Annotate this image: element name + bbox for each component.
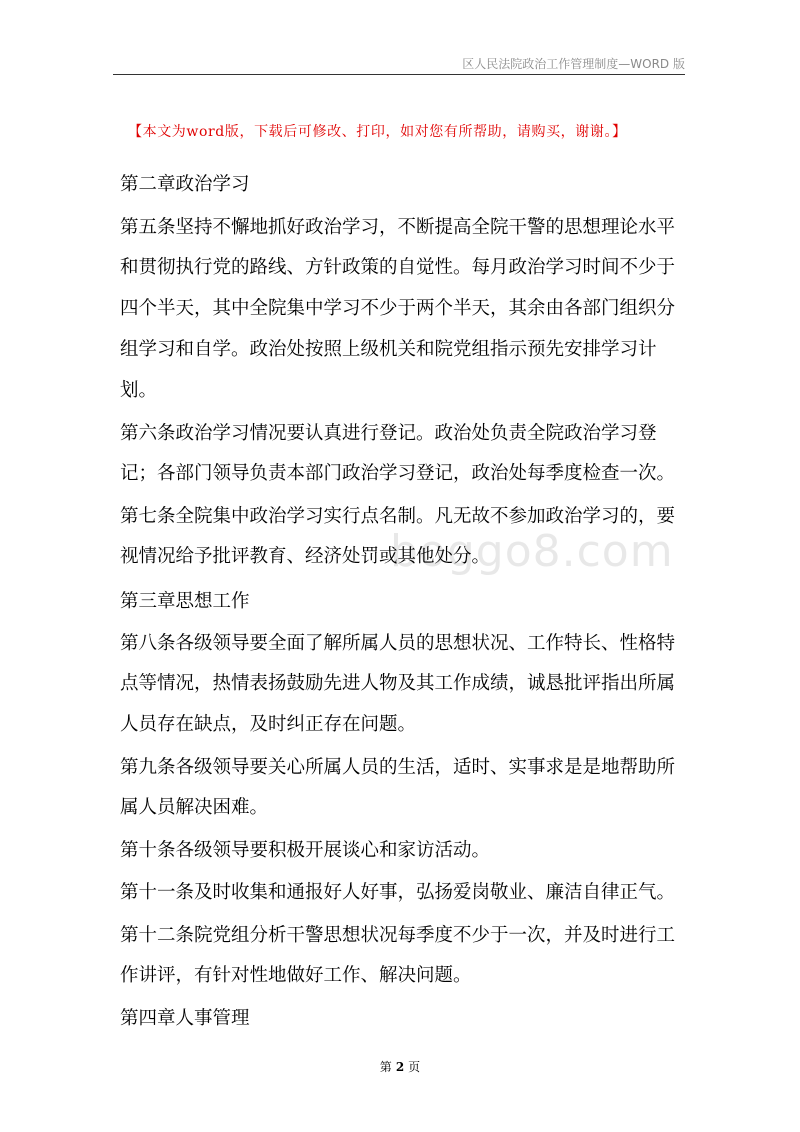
chapter-heading: 第三章思想工作 (120, 591, 250, 612)
page-header (113, 52, 685, 75)
page-suffix: 页 (408, 1060, 421, 1074)
text-line: 点等情况，热情表扬鼓励先进人物及其工作成绩，诚恳批评指出所属 (120, 673, 676, 694)
text-line: 第九条各级领导要关心所属人员的生活，适时、实事求是是地帮助所 (120, 757, 676, 778)
text-line: 作讲评，有针对性地做好工作、解决问题。 (120, 965, 472, 986)
text-line: 第五条坚持不懈地抓好政治学习，不断提高全院干警的思想理论水平 (120, 217, 676, 238)
text-line: 第八条各级领导要全面了解所属人员的思想状况、工作特长、性格特 (120, 633, 676, 654)
text-line: 人员存在缺点，及时纠正存在问题。 (120, 714, 417, 735)
text-line: 第十二条院党组分析干警思想状况每季度不少于一次，并及时进行工 (120, 925, 676, 946)
chapter-heading: 第四章人事管理 (120, 1008, 250, 1029)
header-title: 区人民法院政治工作管理制度—WORD 版 (462, 57, 685, 71)
text-line: 第七条全院集中政治学习实行点名制。凡无故不参加政治学习的，要 (120, 506, 676, 527)
text-line: 视情况给予批评教育、经济处罚或其他处分。 (120, 546, 491, 567)
page-footer (0, 1058, 800, 1075)
watermark: boggo8.com (390, 526, 674, 577)
text-line: 组学习和自学。政治处按照上级机关和院党组指示预先安排学习计 (120, 339, 657, 360)
text-line: 第十条各级领导要积极开展谈心和家访活动。 (120, 840, 491, 861)
text-line: 第六条政治学习情况要认真进行登记。政治处负责全院政治学习登 (120, 423, 657, 444)
download-notice: 【本文为word版，下载后可修改、打印，如对您有所帮助，请购买，谢谢。】 (128, 124, 627, 140)
text-line: 第十一条及时收集和通报好人好事，弘扬爱岗敬业、廉洁自律正气。 (120, 882, 676, 903)
text-line: 划。 (120, 380, 158, 401)
text-line: 和贯彻执行党的路线、方针政策的自觉性。每月政治学习时间不少于 (120, 257, 676, 278)
page-prefix: 第 (379, 1060, 392, 1074)
text-line: 记；各部门领导负责本部门政治学习登记，政治处每季度检查一次。 (120, 463, 676, 484)
chapter-heading: 第二章政治学习 (120, 174, 250, 195)
text-line: 四个半天，其中全院集中学习不少于两个半天，其余由各部门组织分 (120, 298, 676, 319)
page-number: 2 (395, 1060, 405, 1074)
text-line: 属人员解决困难。 (120, 797, 269, 818)
